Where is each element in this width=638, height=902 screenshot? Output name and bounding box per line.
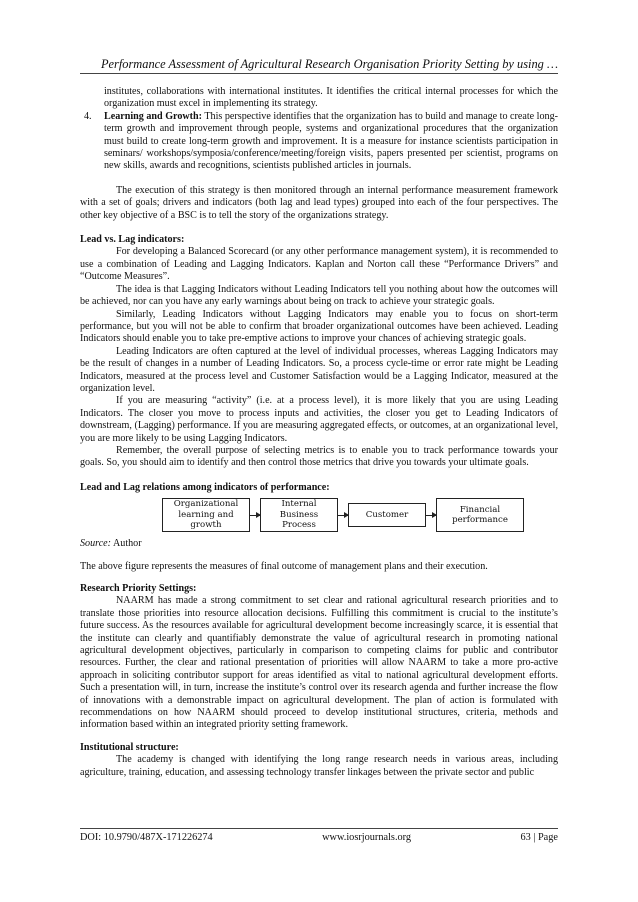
- list-item-text: [104, 111, 558, 173]
- body-paragraph: NAARM has made a strong commitment to set clear and rational agricultural research priorities and to translate those priorities into resource allocation decisions. Fulfilling this commitment is crucial to the institute’s future success. As the resources available for agricultural development become increasingly scarce, it is essential that the institute can clearly and quantifiably demonstrate the value of agricultural research in promoting national agricultural development objectives, particularly in comparison to competing claims for public and contributor resources. Further, the clear and rational presentation of priorities will allow NAARM to take a more pro-active approach in soliciting contributor support for areas identified as vital to national agricultural development efforts. Such a presentation will, in turn, increase the institute’s control over its research agenda and further increase the flow of innovations with a demonstrable impact on agricultural development. The plan of action is formulated with recommendations on how NAARM should proceed to develop institutional structures, criteria, methods and information based within an integrated priority setting framework.: [80, 595, 558, 731]
- figure-source: Source: Author: [80, 538, 142, 550]
- arrow-right-icon: [426, 515, 436, 516]
- page-footer: [80, 828, 558, 844]
- body-paragraph: Similarly, Leading Indicators without Lagging Indicators may enable you to focus on short-term performance, but you will not be able to confirm that broader organizational outcomes have been achieved. Leading Indicators should enable you to take pre-emptive actions to improve your chances of achieving strategic goals.: [80, 308, 558, 345]
- body-paragraph: If you are measuring “activity” (i.e. at a process level), it is more likely that you are using Leading Indicators. The closer you move to process inputs and activities, the closer you get to Leading Indicators of downstream, (Lagging) performance. If you are measuring aggregated effects, or outcomes, at an organizational level, you are more likely to be using Lagging Indicators.: [80, 395, 558, 444]
- diagram-box-customer: Customer: [348, 503, 426, 527]
- footer-website: www.iosrjournals.org: [322, 832, 412, 843]
- body-paragraph: For developing a Balanced Scorecard (or any other performance management system), it is recommended to use a combination of Leading and Lagging Indicators. Kaplan and Norton call these “Performance Drivers” and “Outcome Measures”.: [80, 246, 558, 283]
- arrow-right-icon: [338, 515, 348, 516]
- list-item-title: Learning and Growth:: [104, 110, 203, 122]
- arrow-right-icon: [250, 515, 260, 516]
- lead-lag-diagram: [162, 498, 558, 532]
- body-paragraph: The academy is changed with identifying the long range research needs in various areas, including agriculture, training, education, and assessing technology transfer linkages between the private sector and public: [80, 754, 558, 778]
- body-paragraph: Leading Indicators are often captured at the level of individual processes, whereas Lagging Indicators may be the result of changes in a number of Leading Indicators. So, a process cycle-time or error rate might be Leading Indicators, measured at the process level and Customer Satisfaction would be a Lagging Indicator, measured at the organization level.: [80, 345, 558, 394]
- list-item-4: [80, 111, 558, 173]
- section-heading-lead-lag: Lead vs. Lag indicators:: [80, 234, 185, 246]
- page-content: [80, 86, 558, 779]
- body-paragraph: The idea is that Lagging Indicators without Leading Indicators tell you nothing about how the outcomes will be achieved, nor can you have any early warnings about being on track to achieve your strategic goals.: [80, 283, 558, 308]
- figure-caption: The above figure represents the measures of final outcome of management plans and their execution.: [80, 560, 488, 572]
- footer-page-number: 63 | Page: [520, 832, 558, 843]
- footer-doi: DOI: 10.9790/487X-171226274: [80, 832, 213, 843]
- body-paragraph: Remember, the overall purpose of selecting metrics is to enable you to track performance towards your goals. So, you should aim to identify and then control those metrics that drive you towards your ultimate goals.: [80, 444, 558, 469]
- figure-heading: Lead and Lag relations among indicators of performance:: [80, 481, 330, 493]
- diagram-box-learning-growth: Organizational learning and growth: [162, 498, 250, 532]
- running-header: Performance Assessment of Agricultural Research Organisation Priority Setting by using …: [80, 57, 558, 74]
- section-heading-institutional: Institutional structure:: [80, 741, 179, 753]
- execution-paragraph: The execution of this strategy is then monitored through an internal performance measurement framework with a set of goals; drivers and indicators (both lag and lead types) grouped into each of the four perspectives. The other key objective of a BSC is to tell the story of the organizations strategy.: [80, 184, 558, 221]
- section-heading-priority: Research Priority Settings:: [80, 583, 197, 594]
- diagram-box-internal-process: Internal Business Process: [260, 498, 338, 532]
- list-item-body: This perspective identifies that the organization has to build and manage to create long-term growth and improvement through people, systems and organizational procedures that the organization must build to create long-term growth and improvement. It is a measure for instance scientists participation in seminars/ workshops/symposia/conference/meeting/foreign visits, papers presented per scientist, programs on new skills, awards and recognitions, scientists published articles in journals.: [104, 110, 558, 172]
- list-number: 4.: [84, 110, 92, 122]
- diagram-box-financial: Financial performance: [436, 498, 524, 532]
- list-continuation-text: institutes, collaborations with international institutes. It identifies the critical internal processes for which the organization must excel in implementing its strategy.: [104, 86, 558, 110]
